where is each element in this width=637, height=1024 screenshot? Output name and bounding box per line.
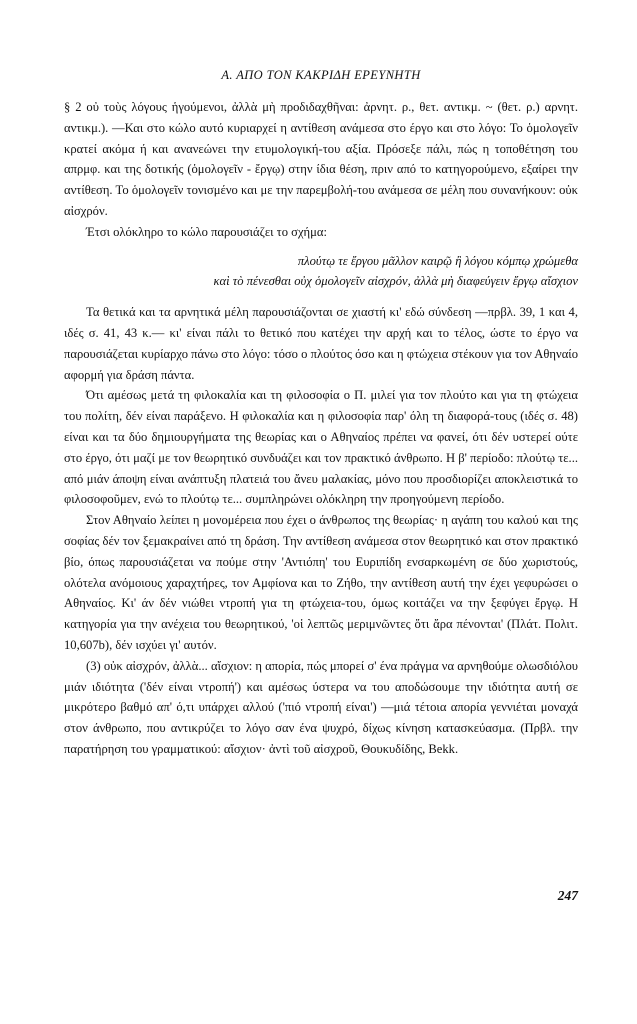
paragraph-theory-practice: Στον Αθηναίο λείπει η μονομέρεια που έχει ο άνθρωπος της θεωρίας· η αγάπη του καλού και της σοφίας δέν τον ξεμακραίνει από τη δράση. Την αντίθεση ανάμεσα στον θεωρητικό και στον πρακτικό βίο, όπως παρουσιάζεται να πούμε στην 'Αντιόπη' του Ευριπίδη ενσαρκωμένη σε δύο χωριστούς, ολότελα ανόμοιους χαραχτήρες, τον Αμφίονα και το Ζήθο, την αντίθεση αυτή την έχει γεφυρώσει ο Αθηναίος. Κι' άν δέν νιώθει ντροπή για τη φτώχεια-του, όμως κοιτάζει να την ξεφύγει ἔργῳ. Η κατηγορία για την ανέχεια του θεωρητικού, 'οἱ λεπτῶς μεριμνῶντες ὅτι ἄρα πένονται' (Πλάτ. Πολιτ. 10,607b), δέν ισχύει γι' αυτόν.	[64, 513, 578, 652]
paragraph-section-2: § 2 οὐ τοὺς λόγους ἡγούμενοι, ἀλλὰ μὴ προδιδαχθῆναι: ἀρνητ. ρ., θετ. αντικμ. ~ (θετ. ρ.) αρνητ. αντικμ.). —Και στο κώλο αυτό κυριαρχεί η αντίθεση ανάμεσα στο έργο και στο λόγο: Το ὁμολογεῖν κρατεί ακόμα ή και ανανεώνει την ετυμολογική-του αξία. Πρόσεξε πάλι, πώς η τοποθέτηση του απρμφ. και της δοτικής (ὁμολογεῖν - ἔργῳ) στην ίδια θέση, πριν από το κατηγορούμενο, εξαίρει την αντίθεση. Το ὁμολογεῖν τονισμένο και με την παρεμβολή-του ανάμεσα σε μέλη που συνανήκουν: οὐκ αἰσχρόν.	[64, 100, 578, 218]
page-number: 247	[557, 888, 578, 903]
page-body	[64, 68, 578, 760]
paragraph-note-3: (3) οὐκ αἰσχρόν, ἀλλὰ... αἴσχιον: η απορία, πώς μπορεί σ' ένα πράγμα να αρνηθούμε ολωσδιόλου μιάν ιδιότητα ('δέν είναι ντροπή') και αμέσως ύστερα να του αποδώσουμε την ιδιότητα αυτή σε μικρότερο βαθμό απ' ό,τι υπάρχει αλλού ('πιό ντροπή είναι') —μιά τέτοια απορία γεννιέται μοναχά στον άνθρωπο, που αντικρύζει το λόγο σαν ένα ψυχρό, δίχως κίνηση κατασκεύασμα. (Πρβλ. την παρατήρηση του γραμματικού: αἴσχιον· ἀντὶ τοῦ αἰσχροῦ, Θουκυδίδης, Bekk.	[64, 658, 578, 756]
running-head: Α. ΑΠΟ ΤΟΝ ΚΑΚΡΙΔΗ ΕΡΕΥΝΗΤΗ	[221, 68, 421, 82]
paragraph-chiastic: Τα θετικά και τα αρνητικά μέλη παρουσιάζονται σε χιαστή κι' εδώ σύνδεση —πρβλ. 39, 1 και 4, ιδές σ. 41, 43 κ.— κι' είναι πάλι το θετικό που κατέχει την αρχή και το τέλος, ώστε το έργο να παρουσιάζεται κυρίαρχο πάνω στο λόγο: τόσο ο πλούτος όσο και η φτώχεια στέκουν για τον Αθηναίο αφορμή για δράση πάντα.	[64, 305, 578, 382]
greek-quote-block	[64, 251, 578, 293]
paragraph-wealth-poverty: Ότι αμέσως μετά τη φιλοκαλία και τη φιλοσοφία ο Π. μιλεί για τον πλούτο και για τη φτώχεια του πολίτη, δέν είναι παράξενο. Η φιλοκαλία και η φιλοσοφία παρ' όλη τη διαφορά-τους (ιδές σ. 48) είναι και τα δύο δημιουργήματα της θεωρίας και ο Αθηναίος πρέπει να φανεί, ότι δέν υστερεί ούτε στο έργο, ότι μαζί με τον θεωρητικό συνδυάζει και τον πρακτικό άνθρωπο. Η β' περίοδο: πλούτῳ τε... από μιάν άποψη είναι ανάπτυξη πλατειά του ἄνευ μαλακίας, μόνο που προσδιορίζει αποκλειστικά το φιλοσοφοῦμεν, ενώ το πλούτῳ τε... συμπληρώνει ολόκληρη την προηγούμενη περίοδο.	[64, 388, 578, 507]
greek-quote-line-1: πλούτῳ τε ἔργου μᾶλλον καιρῷ ἢ λόγου κόμπῳ χρώμεθα	[297, 253, 578, 268]
greek-quote-line-2: καὶ τὸ πένεσθαι οὐχ ὁμολογεῖν αἰσχρόν, ἀλλὰ μὴ διαφεύγειν ἔργῳ αἴσχιον	[213, 274, 578, 289]
paragraph-scheme-intro: Έτσι ολόκληρο το κώλο παρουσιάζει το σχήμα:	[86, 224, 327, 239]
